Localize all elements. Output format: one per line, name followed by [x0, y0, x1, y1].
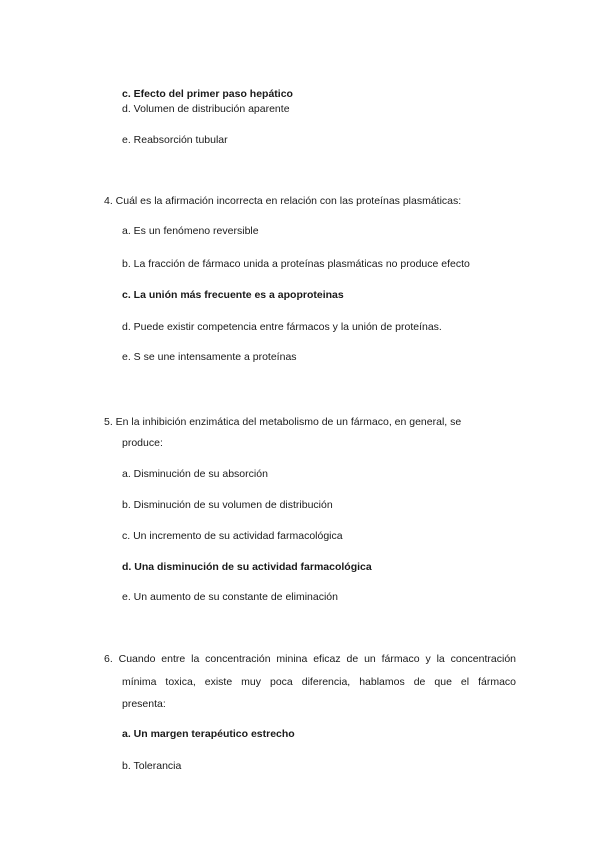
question-6-stem-line2: mínima toxica, existe muy poca diferencia, hablamos de que el fármaco — [122, 676, 516, 688]
option-e-prev: e. Reabsorción tubular — [122, 134, 228, 146]
question-4-stem: 4. Cuál es la afirmación incorrecta en relación con las proteínas plasmáticas: — [104, 195, 462, 207]
q5-option-c: c. Un incremento de su actividad farmacológica — [122, 530, 343, 542]
q4-option-d: d. Puede existir competencia entre fármacos y la unión de proteínas. — [122, 321, 442, 333]
question-6-stem-line1: 6. Cuando entre la concentración minina eficaz de un fármaco y la concentración — [104, 653, 516, 665]
q5-option-e: e. Un aumento de su constante de eliminación — [122, 591, 338, 603]
option-d-prev: d. Volumen de distribución aparente — [122, 103, 290, 115]
q5-option-b: b. Disminución de su volumen de distribución — [122, 499, 333, 511]
q4-option-b: b. La fracción de fármaco unida a proteínas plasmáticas no produce efecto — [122, 258, 470, 270]
q6-option-b: b. Tolerancia — [122, 760, 182, 772]
q4-option-a: a. Es un fenómeno reversible — [122, 225, 259, 237]
q6-option-a: a. Un margen terapéutico estrecho — [122, 728, 295, 740]
q4-option-e: e. S se une intensamente a proteínas — [122, 351, 297, 363]
q5-option-d: d. Una disminución de su actividad farmacológica — [122, 561, 372, 573]
q4-option-c: c. La unión más frecuente es a apoproteinas — [122, 289, 344, 301]
question-5-stem-line2: produce: — [122, 437, 163, 449]
question-5-stem-line1: 5. En la inhibición enzimática del metabolismo de un fármaco, en general, se — [104, 416, 462, 428]
option-c-prev: c. Efecto del primer paso hepático — [122, 88, 293, 100]
question-6-stem-line3: presenta: — [122, 698, 166, 710]
q5-option-a: a. Disminución de su absorción — [122, 468, 268, 480]
